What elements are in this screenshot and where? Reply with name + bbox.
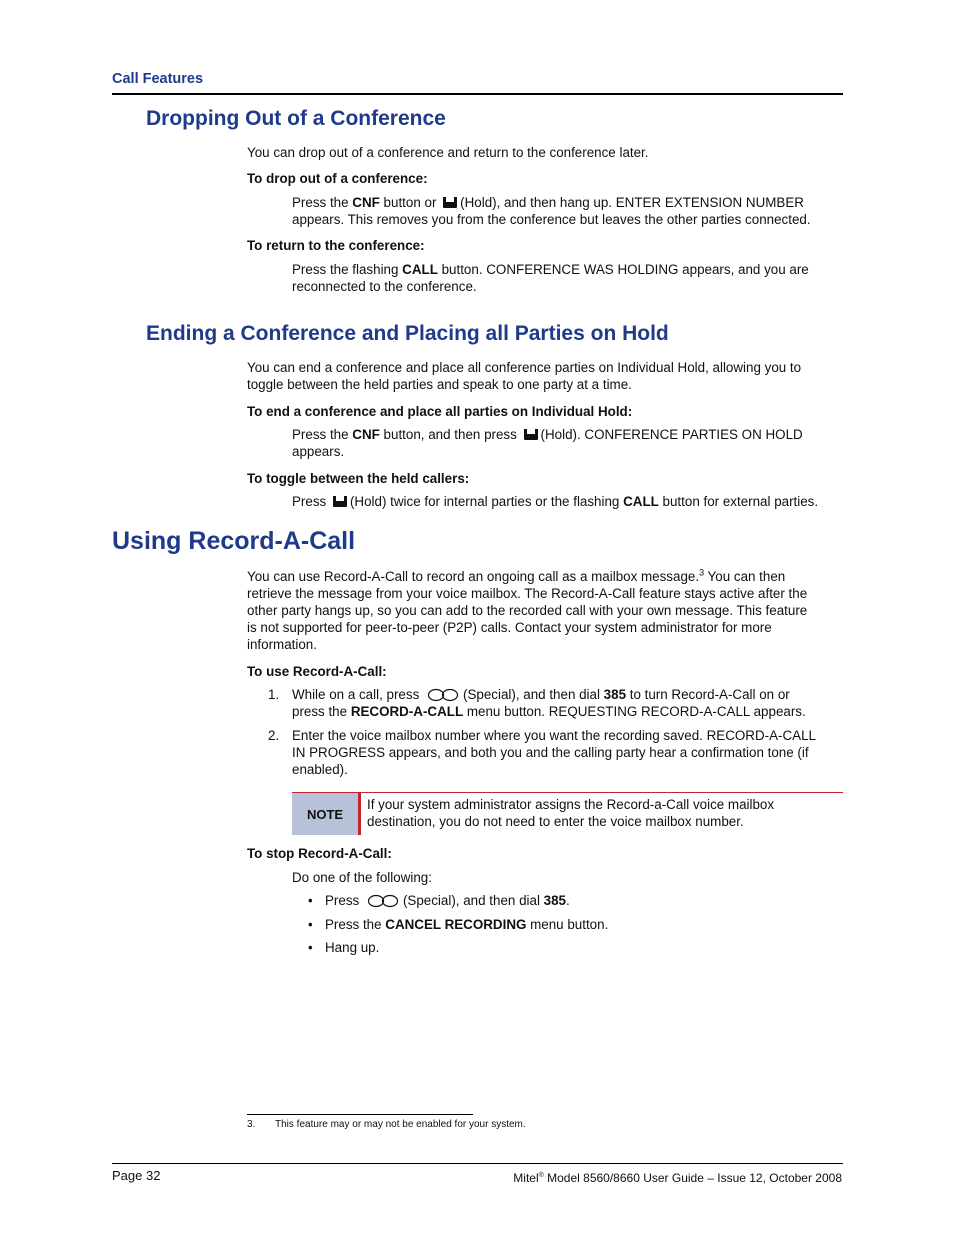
hold-icon [442,194,458,209]
note-label: NOTE [292,793,358,835]
proc-title-end: To end a conference and place all parties on Individual Hold: [247,404,633,419]
proc-drop-text: Press the CNF button or (Hold), and then hang up. ENTER EXTENSION NUMBER appears. This removes you from the conference but leaves the other parties connected. [292,195,811,227]
note-accent-bar [358,793,361,835]
stop-intro: Do one of the following: [292,870,432,885]
proc-return-text: Press the flashing CALL button. CONFERENCE WAS HOLDING appears, and you are reconnected to the conference. [292,262,809,294]
proc-end-text: Press the CNF button, and then press (Hold). CONFERENCE PARTIES ON HOLD appears. [292,427,803,459]
bullet-icon: • [308,893,313,908]
note-box [292,792,843,835]
proc-title-toggle: To toggle between the held callers: [247,471,470,486]
proc-title-use: To use Record-A-Call: [247,664,387,679]
ending-intro: You can end a conference and place all conference parties on Individual Hold, allowing you to toggle between the held parties and speak to one party at a time. [247,360,802,392]
guide-title: Mitel® Model 8560/8660 User Guide – Issue 12, October 2008 [513,1171,842,1185]
proc-title-stop: To stop Record-A-Call: [247,846,392,861]
proc-title-return: To return to the conference: [247,238,425,253]
step-2-text: Enter the voice mailbox number where you want the recording saved. RECORD-A-CALL IN PROGRESS appears, and both you and the calling party hear a confirmation tone (if enabled). [292,728,816,777]
step-number: 2. [268,728,280,743]
chapter-header: Call Features [112,71,204,87]
proc-toggle-text: Press (Hold) twice for internal parties or the flashing CALL button for external parties. [292,494,819,509]
footnote-ref: 3 [699,567,705,578]
header-rule [112,93,843,95]
step-1-text: While on a call, press (Special), and then dial 385 to turn Record-A-Call on or press the RECORD-A-CALL menu button. REQUESTING RECORD-A-CALL appears. [292,687,806,719]
note-text: If your system administrator assigns the Record-a-Call voice mailbox destination, you do not need to enter the voice mailbox number. [367,797,775,829]
special-icon [427,688,459,702]
bullet-item-1: Press (Special), and then dial 385. [325,893,570,908]
section-title-record: Using Record-A-Call [112,527,356,555]
hold-icon [332,493,348,508]
dropping-intro: You can drop out of a conference and return to the conference later. [247,145,649,160]
hold-icon [523,426,539,441]
special-icon [367,894,399,908]
footnote-number: 3. [247,1119,256,1130]
page-number: Page 32 [112,1168,161,1183]
footnote-rule [247,1114,473,1115]
proc-title-drop: To drop out of a conference: [247,171,428,186]
footer-rule [112,1163,843,1164]
section-title-ending: Ending a Conference and Placing all Parties on Hold [146,322,669,345]
record-intro: You can use Record-A-Call to record an ongoing call as a mailbox message.$^3$ You can then retrieve the message from your voice mailbox. The Record-A-Call feature stays active after the other party hangs up, so you can add to the recorded call with your own message. This feature is not supported for peer-to-peer (P2P) calls. Contact your system administrator for more information. [247,567,808,652]
section-title-dropping: Dropping Out of a Conference [146,107,446,130]
step-number: 1. [268,687,280,702]
bullet-item-3: Hang up. [325,940,380,955]
bullet-icon: • [308,917,313,932]
bullet-icon: • [308,940,313,955]
footnote-text: This feature may or may not be enabled for your system. [275,1119,526,1130]
bullet-item-2: Press the CANCEL RECORDING menu button. [325,917,609,932]
